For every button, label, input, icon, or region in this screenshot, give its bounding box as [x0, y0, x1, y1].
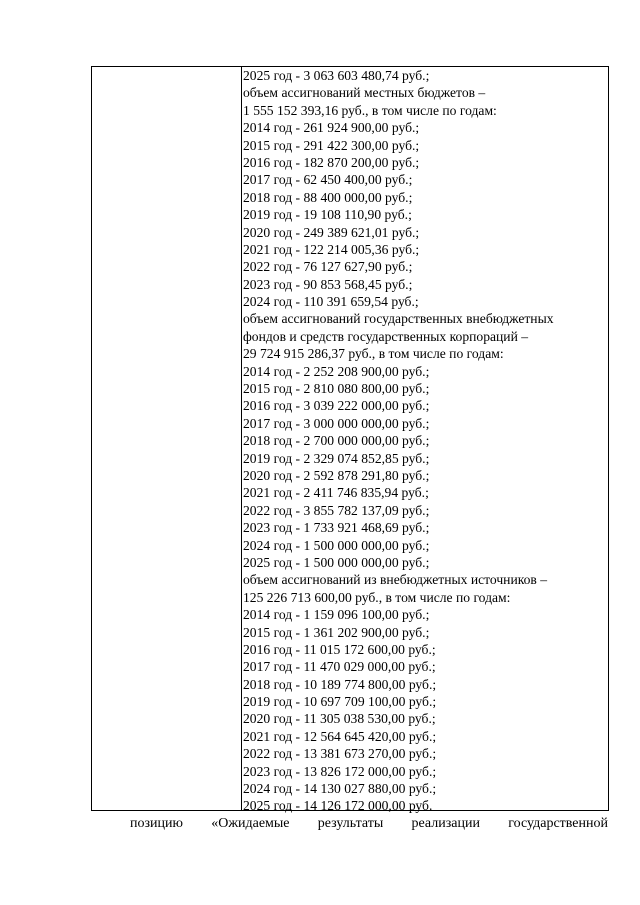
funding-line: 2014 год - 2 252 208 900,00 руб.; — [243, 363, 430, 379]
funding-line: 2021 год - 122 214 005,36 руб.; — [243, 241, 420, 257]
funding-line: 2023 год - 90 853 568,45 руб.; — [243, 276, 413, 292]
funding-line: 2016 год - 3 039 222 000,00 руб.; — [243, 398, 430, 414]
funding-line: 2021 год - 12 564 645 420,00 руб.; — [243, 728, 437, 744]
funding-line: 2023 год - 13 826 172 000,00 руб.; — [243, 763, 437, 779]
funding-line: 2016 год - 182 870 200,00 руб.; — [243, 154, 420, 170]
funding-line: 2014 год - 261 924 900,00 руб.; — [243, 120, 420, 136]
funding-line: 2025 год - 1 500 000 000,00 руб.; — [243, 554, 430, 570]
footer-word: реализации — [411, 816, 480, 831]
funding-line: 2020 год - 2 592 878 291,80 руб.; — [243, 467, 430, 483]
funding-line: 2017 год - 3 000 000 000,00 руб.; — [243, 415, 430, 431]
funding-line: 2025 год - 14 126 172 000,00 руб. — [243, 798, 433, 814]
funding-line: 2025 год - 3 063 603 480,74 руб.; — [243, 68, 430, 83]
funding-line: фондов и средств государственных корпораций – — [243, 328, 529, 344]
funding-line: 2018 год - 10 189 774 800,00 руб.; — [243, 676, 437, 692]
funding-line: 2024 год - 110 391 659,54 руб.; — [243, 294, 419, 310]
funding-line: 1 555 152 393,16 руб., в том числе по годам: — [243, 102, 497, 118]
funding-line: 2015 год - 291 422 300,00 руб.; — [243, 137, 420, 153]
funding-line: 2018 год - 88 400 000,00 руб.; — [243, 189, 413, 205]
footer-word: результаты — [317, 816, 384, 831]
funding-line: 2021 год - 2 411 746 835,94 руб.; — [243, 485, 429, 501]
funding-line: 2020 год - 249 389 621,01 руб.; — [243, 224, 420, 240]
funding-line: 2024 год - 14 130 027 880,00 руб.; — [243, 781, 437, 797]
funding-line: 2022 год - 76 127 627,90 руб.; — [243, 259, 413, 275]
funding-details-cell — [243, 67, 605, 815]
funding-line: объем ассигнований из внебюджетных источников – — [243, 572, 548, 588]
funding-line: объем ассигнований местных бюджетов – — [243, 85, 486, 101]
footer-word: государственной — [508, 816, 608, 831]
funding-line: 2022 год - 3 855 782 137,09 руб.; — [243, 502, 430, 518]
column-divider — [241, 67, 242, 810]
funding-line: 2017 год - 11 470 029 000,00 руб.; — [243, 659, 436, 675]
funding-line: 2017 год - 62 450 400,00 руб.; — [243, 172, 413, 188]
funding-line: 2023 год - 1 733 921 468,69 руб.; — [243, 520, 430, 536]
funding-line: 2019 год - 19 108 110,90 руб.; — [243, 207, 412, 223]
budget-table — [91, 66, 609, 814]
funding-line: 2020 год - 11 305 038 530,00 руб.; — [243, 711, 436, 727]
funding-line: 2019 год - 10 697 709 100,00 руб.; — [243, 694, 437, 710]
funding-line: 2016 год - 11 015 172 600,00 руб.; — [243, 641, 436, 657]
funding-line: 2015 год - 1 361 202 900,00 руб.; — [243, 624, 430, 640]
funding-line: 2018 год - 2 700 000 000,00 руб.; — [243, 433, 430, 449]
funding-line: 29 724 915 286,37 руб., в том числе по годам: — [243, 346, 504, 362]
continuation-paragraph — [130, 815, 608, 833]
funding-line: объем ассигнований государственных внебюджетных — [243, 311, 554, 327]
funding-line: 2022 год - 13 381 673 270,00 руб.; — [243, 746, 437, 762]
funding-line: 125 226 713 600,00 руб., в том числе по годам: — [243, 589, 511, 605]
funding-line: 2014 год - 1 159 096 100,00 руб.; — [243, 607, 430, 623]
footer-word: «Ожидаемые — [211, 816, 290, 831]
funding-line: 2024 год - 1 500 000 000,00 руб.; — [243, 537, 430, 553]
funding-line: 2015 год - 2 810 080 800,00 руб.; — [243, 381, 430, 397]
funding-line: 2019 год - 2 329 074 852,85 руб.; — [243, 450, 430, 466]
footer-word: позицию — [130, 816, 183, 831]
